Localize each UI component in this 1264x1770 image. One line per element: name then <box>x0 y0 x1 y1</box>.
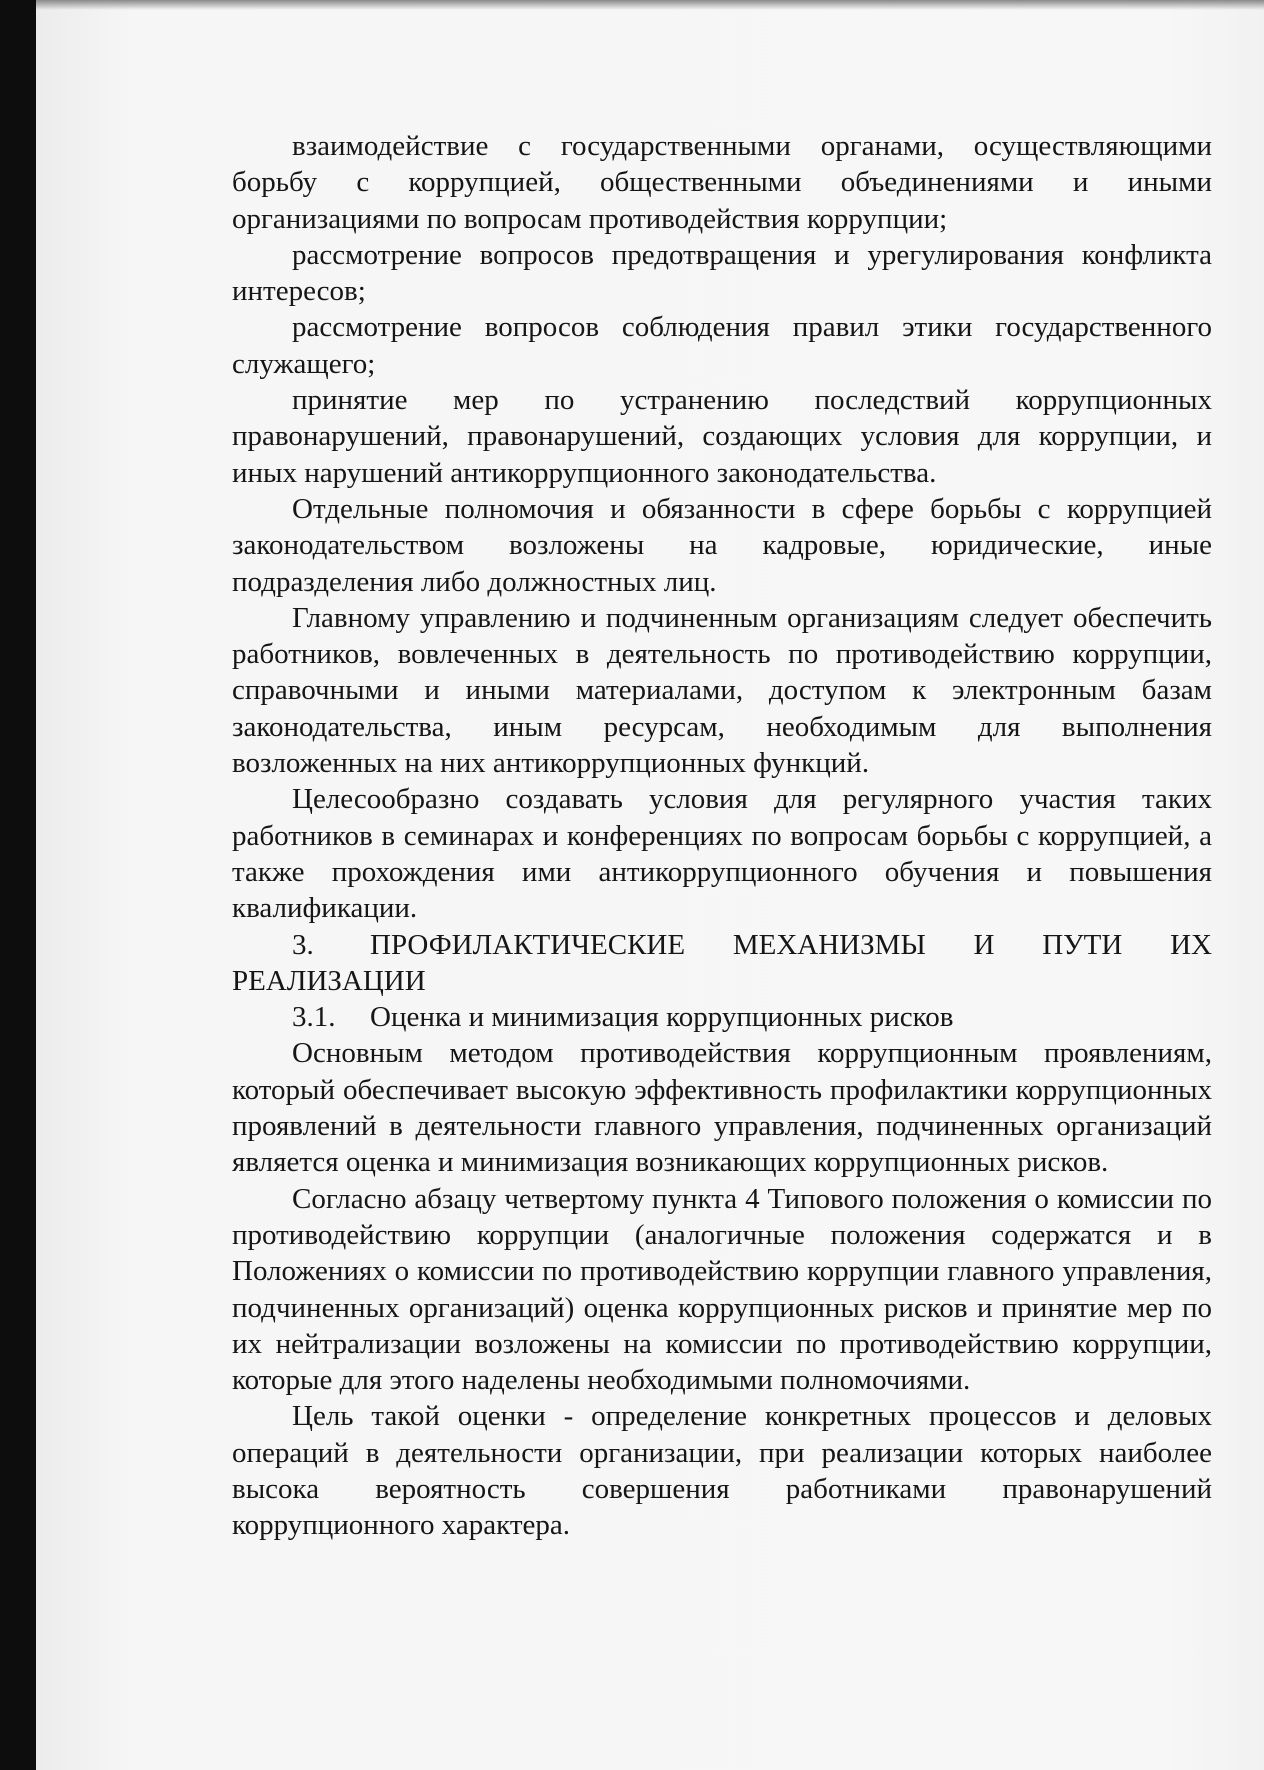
paragraph-commission-regulation: Согласно абзацу четвертому пункта 4 Типового положения о комиссии по противодействию коррупции (аналогичные положения содержатся и в Положениях о комиссии по противодействию коррупции главного управления, подчиненных организаций) оценка коррупционных рисков и принятие мер по их нейтрализации возложены на комиссии по противодействию коррупции, которые для этого наделены необходимыми полномочиями. <box>232 1182 1212 1397</box>
document-body <box>232 128 1212 1544</box>
subsection-number: 3.1. <box>292 1001 336 1034</box>
paragraph-training: Целесообразно создавать условия для регулярного участия таких работников в семинарах и конференциях по вопросам борьбы с коррупцией, а также прохождения ими антикоррупционного обучения и повышения квалификации. <box>232 783 1212 925</box>
subsection-heading <box>232 999 1212 1035</box>
paragraph-powers: Отдельные полномочия и обязанности в сфере борьбы с коррупцией законодательством возложены на кадровые, юридические, иные подразделения либо должностных лиц. <box>232 492 1212 598</box>
scan-top-shadow <box>36 0 1264 10</box>
section-number: 3. <box>292 928 314 961</box>
section-title: ПРОФИЛАКТИЧЕСКИЕ МЕХАНИЗМЫ И ПУТИ ИХ РЕАЛИЗАЦИИ <box>232 928 1212 997</box>
paragraph-assessment-goal: Цель такой оценки - определение конкретных процессов и деловых операций в деятельности организации, при реализации которых наиболее высока вероятность совершения работниками правонарушений коррупционного характера. <box>232 1400 1212 1542</box>
paragraph-consequences: принятие мер по устранению последствий коррупционных правонарушений, правонарушений, создающих условия для коррупции, и иных нарушений антикоррупционного законодательства. <box>232 384 1212 489</box>
section-heading <box>232 927 1212 1000</box>
paragraph-interaction: взаимодействие с государственными органами, осуществляющими борьбу с коррупцией, общественными объединениями и иными организациями по вопросам противодействия коррупции; <box>232 130 1212 235</box>
paragraph-ethics: рассмотрение вопросов соблюдения правил этики государственного служащего; <box>232 311 1212 380</box>
paragraph-provide-materials: Главному управлению и подчиненным организациям следует обеспечить работников, вовлеченных в деятельность по противодействию коррупции, справочными и иными материалами, доступом к электронным базам законодательства, иным ресурсам, необходимым для выполнения возложенных на них антикоррупционных функций. <box>232 601 1212 780</box>
scan-dark-edge <box>0 0 36 1770</box>
subsection-title: Оценка и минимизация коррупционных рисков <box>370 1001 954 1034</box>
paragraph-conflict-of-interest: рассмотрение вопросов предотвращения и урегулирования конфликта интересов; <box>232 238 1212 308</box>
paragraph-main-method: Основным методом противодействия коррупционным проявлениям, который обеспечивает высокую эффективность профилактики коррупционных проявлений в деятельности главного управления, подчиненных организаций является оценка и минимизация возникающих коррупционных рисков. <box>232 1037 1212 1179</box>
